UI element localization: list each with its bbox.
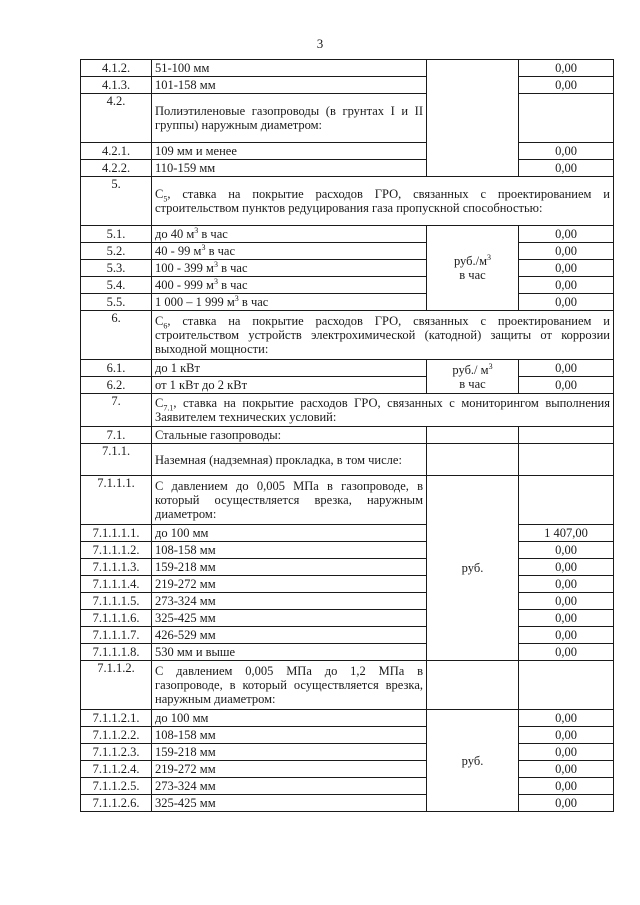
row-description: 110-159 мм [152, 160, 427, 177]
row-value [519, 94, 614, 143]
row-description: 159-218 мм [152, 559, 427, 576]
row-number: 5.5. [81, 294, 152, 311]
row-value: 0,00 [519, 593, 614, 610]
table-row [81, 160, 614, 177]
rate-subscript: 6 [163, 321, 168, 331]
desc-sup: 3 [234, 293, 239, 303]
row-value [519, 427, 614, 444]
unit-cell [427, 360, 519, 394]
rate-symbol: С [155, 396, 164, 410]
row-description [152, 226, 427, 243]
row-description [152, 177, 614, 226]
row-number: 7.1.1. [81, 444, 152, 476]
row-number: 4.2. [81, 94, 152, 143]
desc-text: в час [217, 261, 248, 275]
table-row [81, 294, 614, 311]
row-description: 219-272 мм [152, 576, 427, 593]
table-row [81, 593, 614, 610]
table-row [81, 576, 614, 593]
row-number: 7.1.1.1.6. [81, 610, 152, 627]
row-number: 4.2.1. [81, 143, 152, 160]
unit-cell [427, 444, 519, 476]
unit-text: руб./ м [452, 362, 489, 377]
row-value [519, 661, 614, 710]
desc-text: 100 - 399 м [155, 261, 214, 275]
unit-cell: руб. [427, 710, 519, 812]
table-row [81, 710, 614, 727]
desc-sup: 3 [201, 242, 206, 252]
row-value: 0,00 [519, 559, 614, 576]
table-row [81, 360, 614, 377]
row-number: 7.1.1.1.5. [81, 593, 152, 610]
desc-text: 1 000 – 1 999 м [155, 295, 235, 309]
row-description: 219-272 мм [152, 761, 427, 778]
row-number: 7.1.1.2.4. [81, 761, 152, 778]
row-value: 0,00 [519, 627, 614, 644]
table-row [81, 778, 614, 795]
unit-text: руб./м [453, 254, 488, 268]
row-description: до 1 кВт [152, 360, 427, 377]
table-row [81, 277, 614, 294]
row-number: 4.1.3. [81, 77, 152, 94]
row-value: 0,00 [519, 795, 614, 812]
row-number: 6. [81, 311, 152, 360]
table-row [81, 542, 614, 559]
row-description: от 1 кВт до 2 кВт [152, 377, 427, 394]
table-row [81, 394, 614, 427]
rate-symbol: С [155, 187, 164, 201]
table-row [81, 226, 614, 243]
row-description: 325-425 мм [152, 795, 427, 812]
desc-text: в час [217, 278, 248, 292]
row-description: 101-158 мм [152, 77, 427, 94]
row-number: 7.1.1.2.1. [81, 710, 152, 727]
row-description: 108-158 мм [152, 727, 427, 744]
unit-sup: 3 [487, 252, 492, 262]
row-value: 0,00 [519, 226, 614, 243]
rate-subscript: 7.1 [163, 403, 174, 413]
row-number: 5.1. [81, 226, 152, 243]
rate-symbol: С [155, 314, 164, 328]
row-value: 0,00 [519, 143, 614, 160]
table-row [81, 761, 614, 778]
row-value: 0,00 [519, 761, 614, 778]
row-number: 7.1.1.2.3. [81, 744, 152, 761]
rate-subscript: 5 [163, 194, 168, 204]
row-description: 426-529 мм [152, 627, 427, 644]
row-value: 0,00 [519, 360, 614, 377]
rate-text: , ставка на покрытие расходов ГРО, связанных с проектированием и строительством пунктов редуцирования газа пропускной способностью: [155, 187, 610, 215]
row-value: 0,00 [519, 160, 614, 177]
unit-sup: 3 [488, 361, 493, 371]
unit-text: в час [459, 376, 486, 391]
row-number: 5.3. [81, 260, 152, 277]
table-row [81, 427, 614, 444]
table-row [81, 610, 614, 627]
rate-text: , ставка на покрытие расходов ГРО, связанных с проектированием и строительством устройств электрохимической (катодной) защиты от коррозии выходной мощности: [155, 314, 610, 356]
row-number: 7.1. [81, 427, 152, 444]
row-number: 7.1.1.1. [81, 476, 152, 525]
unit-cell: руб. [427, 476, 519, 661]
row-number: 7.1.1.2.2. [81, 727, 152, 744]
row-description: Полиэтиленовые газопроводы (в грунтах I и II группы) наружным диаметром: [152, 94, 427, 143]
row-description: 51-100 мм [152, 60, 427, 77]
table-row [81, 476, 614, 525]
row-number: 7.1.1.1.1. [81, 525, 152, 542]
row-description [152, 394, 614, 427]
row-number: 4.1.2. [81, 60, 152, 77]
row-number: 5. [81, 177, 152, 226]
row-number: 7.1.1.1.8. [81, 644, 152, 661]
page-number: 3 [316, 36, 324, 51]
row-number: 7. [81, 394, 152, 427]
desc-text: в час [205, 244, 235, 258]
row-number: 7.1.1.1.3. [81, 559, 152, 576]
row-description: 159-218 мм [152, 744, 427, 761]
table-row [81, 143, 614, 160]
row-value: 0,00 [519, 377, 614, 394]
unit-text: в час [459, 268, 486, 282]
desc-text: 40 - 99 м [155, 244, 202, 258]
row-description: 273-324 мм [152, 593, 427, 610]
table-row [81, 444, 614, 476]
row-description: 530 мм и выше [152, 644, 427, 661]
unit-cell [427, 661, 519, 710]
desc-sup: 3 [194, 225, 199, 235]
table-row [81, 60, 614, 77]
unit-cell [427, 427, 519, 444]
table-row [81, 311, 614, 360]
table-row [81, 661, 614, 710]
table-row [81, 644, 614, 661]
row-number: 5.2. [81, 243, 152, 260]
row-description [152, 294, 427, 311]
row-description: 325-425 мм [152, 610, 427, 627]
row-description: Стальные газопроводы: [152, 427, 427, 444]
table-row [81, 559, 614, 576]
table-row [81, 525, 614, 542]
table-row [81, 94, 614, 143]
row-number: 5.4. [81, 277, 152, 294]
rate-text: , ставка на покрытие расходов ГРО, связанных с мониторингом выполнения Заявителем технических условий: [155, 396, 610, 424]
row-description: 273-324 мм [152, 778, 427, 795]
row-description: до 100 мм [152, 525, 427, 542]
table-row [81, 243, 614, 260]
row-value: 0,00 [519, 77, 614, 94]
row-value: 0,00 [519, 778, 614, 795]
desc-sup: 3 [213, 276, 218, 286]
table-row [81, 260, 614, 277]
row-number: 7.1.1.2.5. [81, 778, 152, 795]
row-value: 0,00 [519, 576, 614, 593]
row-value: 0,00 [519, 744, 614, 761]
row-value: 0,00 [519, 243, 614, 260]
row-number: 7.1.1.1.7. [81, 627, 152, 644]
row-number: 6.1. [81, 360, 152, 377]
table-row [81, 77, 614, 94]
row-number: 6.2. [81, 377, 152, 394]
row-number: 4.2.2. [81, 160, 152, 177]
row-description: до 100 мм [152, 710, 427, 727]
row-value: 0,00 [519, 727, 614, 744]
row-description: С давлением до 0,005 МПа в газопроводе, в который осуществляется врезка, наружным диаметром: [152, 476, 427, 525]
desc-text: в час [238, 295, 269, 309]
row-description: С давлением 0,005 МПа до 1,2 МПа в газопроводе, в который осуществляется врезка, наружным диаметром: [152, 661, 427, 710]
row-description: Наземная (надземная) прокладка, в том числе: [152, 444, 427, 476]
row-value: 0,00 [519, 294, 614, 311]
row-description: 109 мм и менее [152, 143, 427, 160]
row-description [152, 243, 427, 260]
row-value [519, 444, 614, 476]
unit-cell [427, 226, 519, 311]
row-description [152, 277, 427, 294]
row-number: 7.1.1.1.2. [81, 542, 152, 559]
row-description: 108-158 мм [152, 542, 427, 559]
desc-sup: 3 [213, 259, 218, 269]
table-row [81, 627, 614, 644]
table-row [81, 744, 614, 761]
row-number: 7.1.1.2. [81, 661, 152, 710]
tariff-table [80, 59, 614, 812]
row-description [152, 311, 614, 360]
unit-cell [427, 60, 519, 177]
row-number: 7.1.1.1.4. [81, 576, 152, 593]
row-value: 0,00 [519, 277, 614, 294]
row-value: 1 407,00 [519, 525, 614, 542]
desc-text: до 40 м [155, 227, 195, 241]
row-description [152, 260, 427, 277]
table-row [81, 727, 614, 744]
row-value: 0,00 [519, 60, 614, 77]
row-value: 0,00 [519, 610, 614, 627]
row-number: 7.1.1.2.6. [81, 795, 152, 812]
row-value [519, 476, 614, 525]
row-value: 0,00 [519, 260, 614, 277]
table-row [81, 377, 614, 394]
desc-text: в час [198, 227, 228, 241]
table-row [81, 177, 614, 226]
row-value: 0,00 [519, 710, 614, 727]
row-value: 0,00 [519, 542, 614, 559]
row-value: 0,00 [519, 644, 614, 661]
table-row [81, 795, 614, 812]
desc-text: 400 - 999 м [155, 278, 214, 292]
